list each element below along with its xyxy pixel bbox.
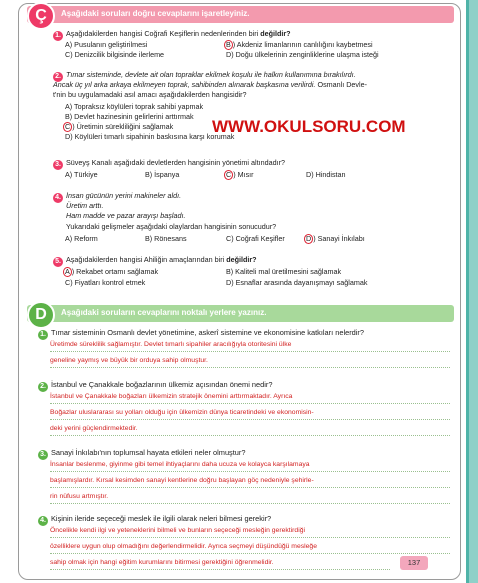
- answer-line[interactable]: özelliklere uygun olup olmadığını değerlendirmelidir. Ayrıca seçmeyi düşündüğü mesleğe: [50, 543, 317, 550]
- option-b-text: ) Akdeniz limanlarının canlılığını kaybetmesi: [232, 40, 373, 49]
- option-c-text: ) Üretimin sürekliliğini sağlamak: [72, 122, 174, 131]
- section-d-letter: D: [27, 301, 55, 329]
- question-text: Süveyş Kanalı aşağıdaki devletlerden hangisinin yönetimi altındadır?: [66, 158, 285, 167]
- answer-line[interactable]: İstanbul ve Çanakkale boğazları ülkemizin stratejik önemini arttırmaktadır. Ayrıca: [50, 393, 293, 400]
- answer-line[interactable]: sahip olmak için hangi eğitim kurumlarını bitirmesi gerektiğini öğrenmelidir.: [50, 559, 274, 566]
- watermark: WWW.OKULSORU.COM: [212, 117, 406, 136]
- question-text: Osmanlı Devle-: [317, 80, 368, 89]
- question-number: 4.: [38, 516, 48, 526]
- option-b[interactable]: B) Rönesans: [145, 234, 187, 243]
- answer-circle: C: [65, 122, 71, 131]
- dotted-line: [50, 503, 450, 504]
- option-a[interactable]: A) Topraksız köylüleri toprak sahibi yapmak: [65, 102, 204, 111]
- section-c-letter: Ç: [27, 2, 55, 30]
- dotted-line: [50, 419, 450, 420]
- option-a-selected[interactable]: [65, 267, 158, 277]
- section-c-instruction: Aşağıdaki soruları doğru cevaplarını işaretleyiniz.: [61, 9, 250, 18]
- question-text: İstanbul ve Çanakkale boğazlarının ülkemiz açısından önemi nedir?: [51, 380, 273, 389]
- answer-line[interactable]: geneline yaymış ve büyük bir orduya sahip olmuştur.: [50, 357, 208, 364]
- option-a-text: ) Rekabet ortamı sağlamak: [71, 267, 159, 276]
- open-question-1: [38, 328, 364, 340]
- option-b[interactable]: B) Devlet hazinesinin gelirlerini arttırmak: [65, 112, 194, 121]
- section-d-header: [27, 305, 454, 322]
- option-b[interactable]: B) İspanya: [145, 170, 180, 179]
- answer-line[interactable]: rin nüfusu artmıştır.: [50, 493, 109, 500]
- dotted-line: [50, 435, 450, 436]
- premise-line: İnsan gücünün yerini makineler aldı.: [66, 191, 182, 200]
- question-emphasis: değildir?: [226, 255, 257, 264]
- dotted-line: [50, 351, 450, 352]
- option-c-selected[interactable]: [65, 122, 173, 132]
- answer-line[interactable]: Öncelikle kendi ilgi ve yeteneklerini bilmeli ve bunların seçeceği mesleğin gerektirdiği: [50, 527, 306, 534]
- dotted-line: [50, 537, 450, 538]
- option-d[interactable]: D) Doğu ülkelerinin zenginliklerine ulaşma isteği: [226, 50, 379, 59]
- answer-line[interactable]: deki yerini güçlendirmektedir.: [50, 425, 138, 432]
- question-text: Aşağıdakilerden hangisi Coğrafi Keşiflerin nedenlerinden biri: [66, 29, 261, 38]
- answer-line[interactable]: Üretimde süreklilik sağlamıştır. Devlet tımarlı sipahiler aracılığıyla otoritesini ülke: [50, 341, 292, 348]
- option-a[interactable]: A) Türkiye: [65, 170, 98, 179]
- premise-line: Ancak üç yıl arka arkaya ekilmeyen toprak, sahibinden alınarak başkasına verilirdi.: [53, 80, 316, 89]
- section-c-header: [27, 6, 454, 23]
- answer-line[interactable]: başlamışlardır. Kırsal kesimden sanayi kentlerine doğru başlayan göç nedeniyle şehirle-: [50, 477, 314, 484]
- option-c[interactable]: C) Fiyatları kontrol etmek: [65, 278, 146, 287]
- question-text: Aşağıdakilerden hangisi Ahiliğin amaçlarından biri: [66, 255, 227, 264]
- option-a[interactable]: A) Pusulanın geliştirilmesi: [65, 40, 148, 49]
- answer-circle: D: [306, 234, 312, 243]
- option-a[interactable]: A) Reform: [65, 234, 98, 243]
- question-number: 1.: [53, 31, 63, 41]
- answer-line[interactable]: Boğazlar uluslararası su yolları olduğu için ülkemizin dünya ticaretindeki ve ekonomisin-: [50, 409, 314, 416]
- dotted-line: [50, 403, 450, 404]
- page-number: 137: [400, 556, 428, 570]
- answer-circle: C: [226, 170, 232, 179]
- question-text: Yukarıdaki gelişmeler aşağıdaki olaylardan hangisinin sonucudur?: [66, 222, 277, 231]
- question-number: 3.: [53, 160, 63, 170]
- option-c[interactable]: C) Denizcilik bilgisinde ilerleme: [65, 50, 165, 59]
- question-number: 4.: [53, 193, 63, 203]
- option-d[interactable]: D) Hindistan: [306, 170, 346, 179]
- dotted-line: [50, 367, 450, 368]
- answer-circle: A: [65, 267, 70, 276]
- option-d[interactable]: D) Esnaflar arasında dayanışmayı sağlamak: [226, 278, 368, 287]
- dotted-line: [50, 569, 390, 570]
- dotted-line: [50, 487, 450, 488]
- open-question-4: [38, 514, 271, 526]
- question-5: [53, 255, 257, 267]
- question-number: 2.: [53, 72, 63, 82]
- question-text: Tımar sisteminin Osmanlı devlet yönetimine, askerî sistemine ve ekonomisine katkıları nelerdir?: [51, 328, 364, 337]
- answer-circle: B: [226, 40, 231, 49]
- question-text: Kişinin ileride seçeceği meslek ile ilgili olarak neleri bilmesi gerekir?: [51, 514, 272, 523]
- answer-line[interactable]: İnsanlar beslenme, giyinme gibi temel ihtiyaçlarını daha ucuza ve kolayca karşılamaya: [50, 461, 310, 468]
- question-3: [53, 158, 285, 170]
- option-d[interactable]: D) Köylüleri tımarlı sipahinin baskısına karşı korumak: [65, 132, 235, 141]
- option-b[interactable]: B) Kaliteli mal üretilmesini sağlamak: [226, 267, 342, 276]
- option-c-selected[interactable]: [226, 170, 254, 180]
- question-2-premise-line: [53, 80, 367, 90]
- question-premise: Tımar sisteminde, devlete ait olan topraklar ekilmek koşulu ile halkın kullanımına bırakılırdı.: [66, 70, 356, 79]
- question-number: 5.: [53, 257, 63, 267]
- option-d-selected[interactable]: [306, 234, 365, 244]
- page-edge-bar: [466, 0, 478, 583]
- option-c[interactable]: C) Coğrafi Keşifler: [226, 234, 285, 243]
- question-number: 1.: [38, 330, 48, 340]
- premise-line: Ham madde ve pazar arayışı başladı.: [66, 211, 186, 220]
- question-emphasis: değildir?: [260, 29, 291, 38]
- open-question-3: [38, 448, 246, 460]
- question-2-text-line: t'nin bu uygulamadaki asıl amacı aşağıdakilerden hangisidir?: [53, 90, 247, 99]
- question-number: 2.: [38, 382, 48, 392]
- option-c-text: ) Mısır: [233, 170, 254, 179]
- question-text: Sanayi İnkılabı'nın toplumsal hayata etkileri neler olmuştur?: [51, 448, 246, 457]
- open-question-2: [38, 380, 272, 392]
- section-d-instruction: Aşağıdaki soruların cevaplarını noktalı yerlere yazınız.: [61, 308, 267, 317]
- question-number: 3.: [38, 450, 48, 460]
- premise-line: Üretim arttı.: [66, 201, 104, 210]
- option-d-text: ) Sanayi İnkılabı: [313, 234, 365, 243]
- option-b-selected[interactable]: [226, 40, 373, 50]
- dotted-line: [50, 471, 450, 472]
- dotted-line: [50, 553, 450, 554]
